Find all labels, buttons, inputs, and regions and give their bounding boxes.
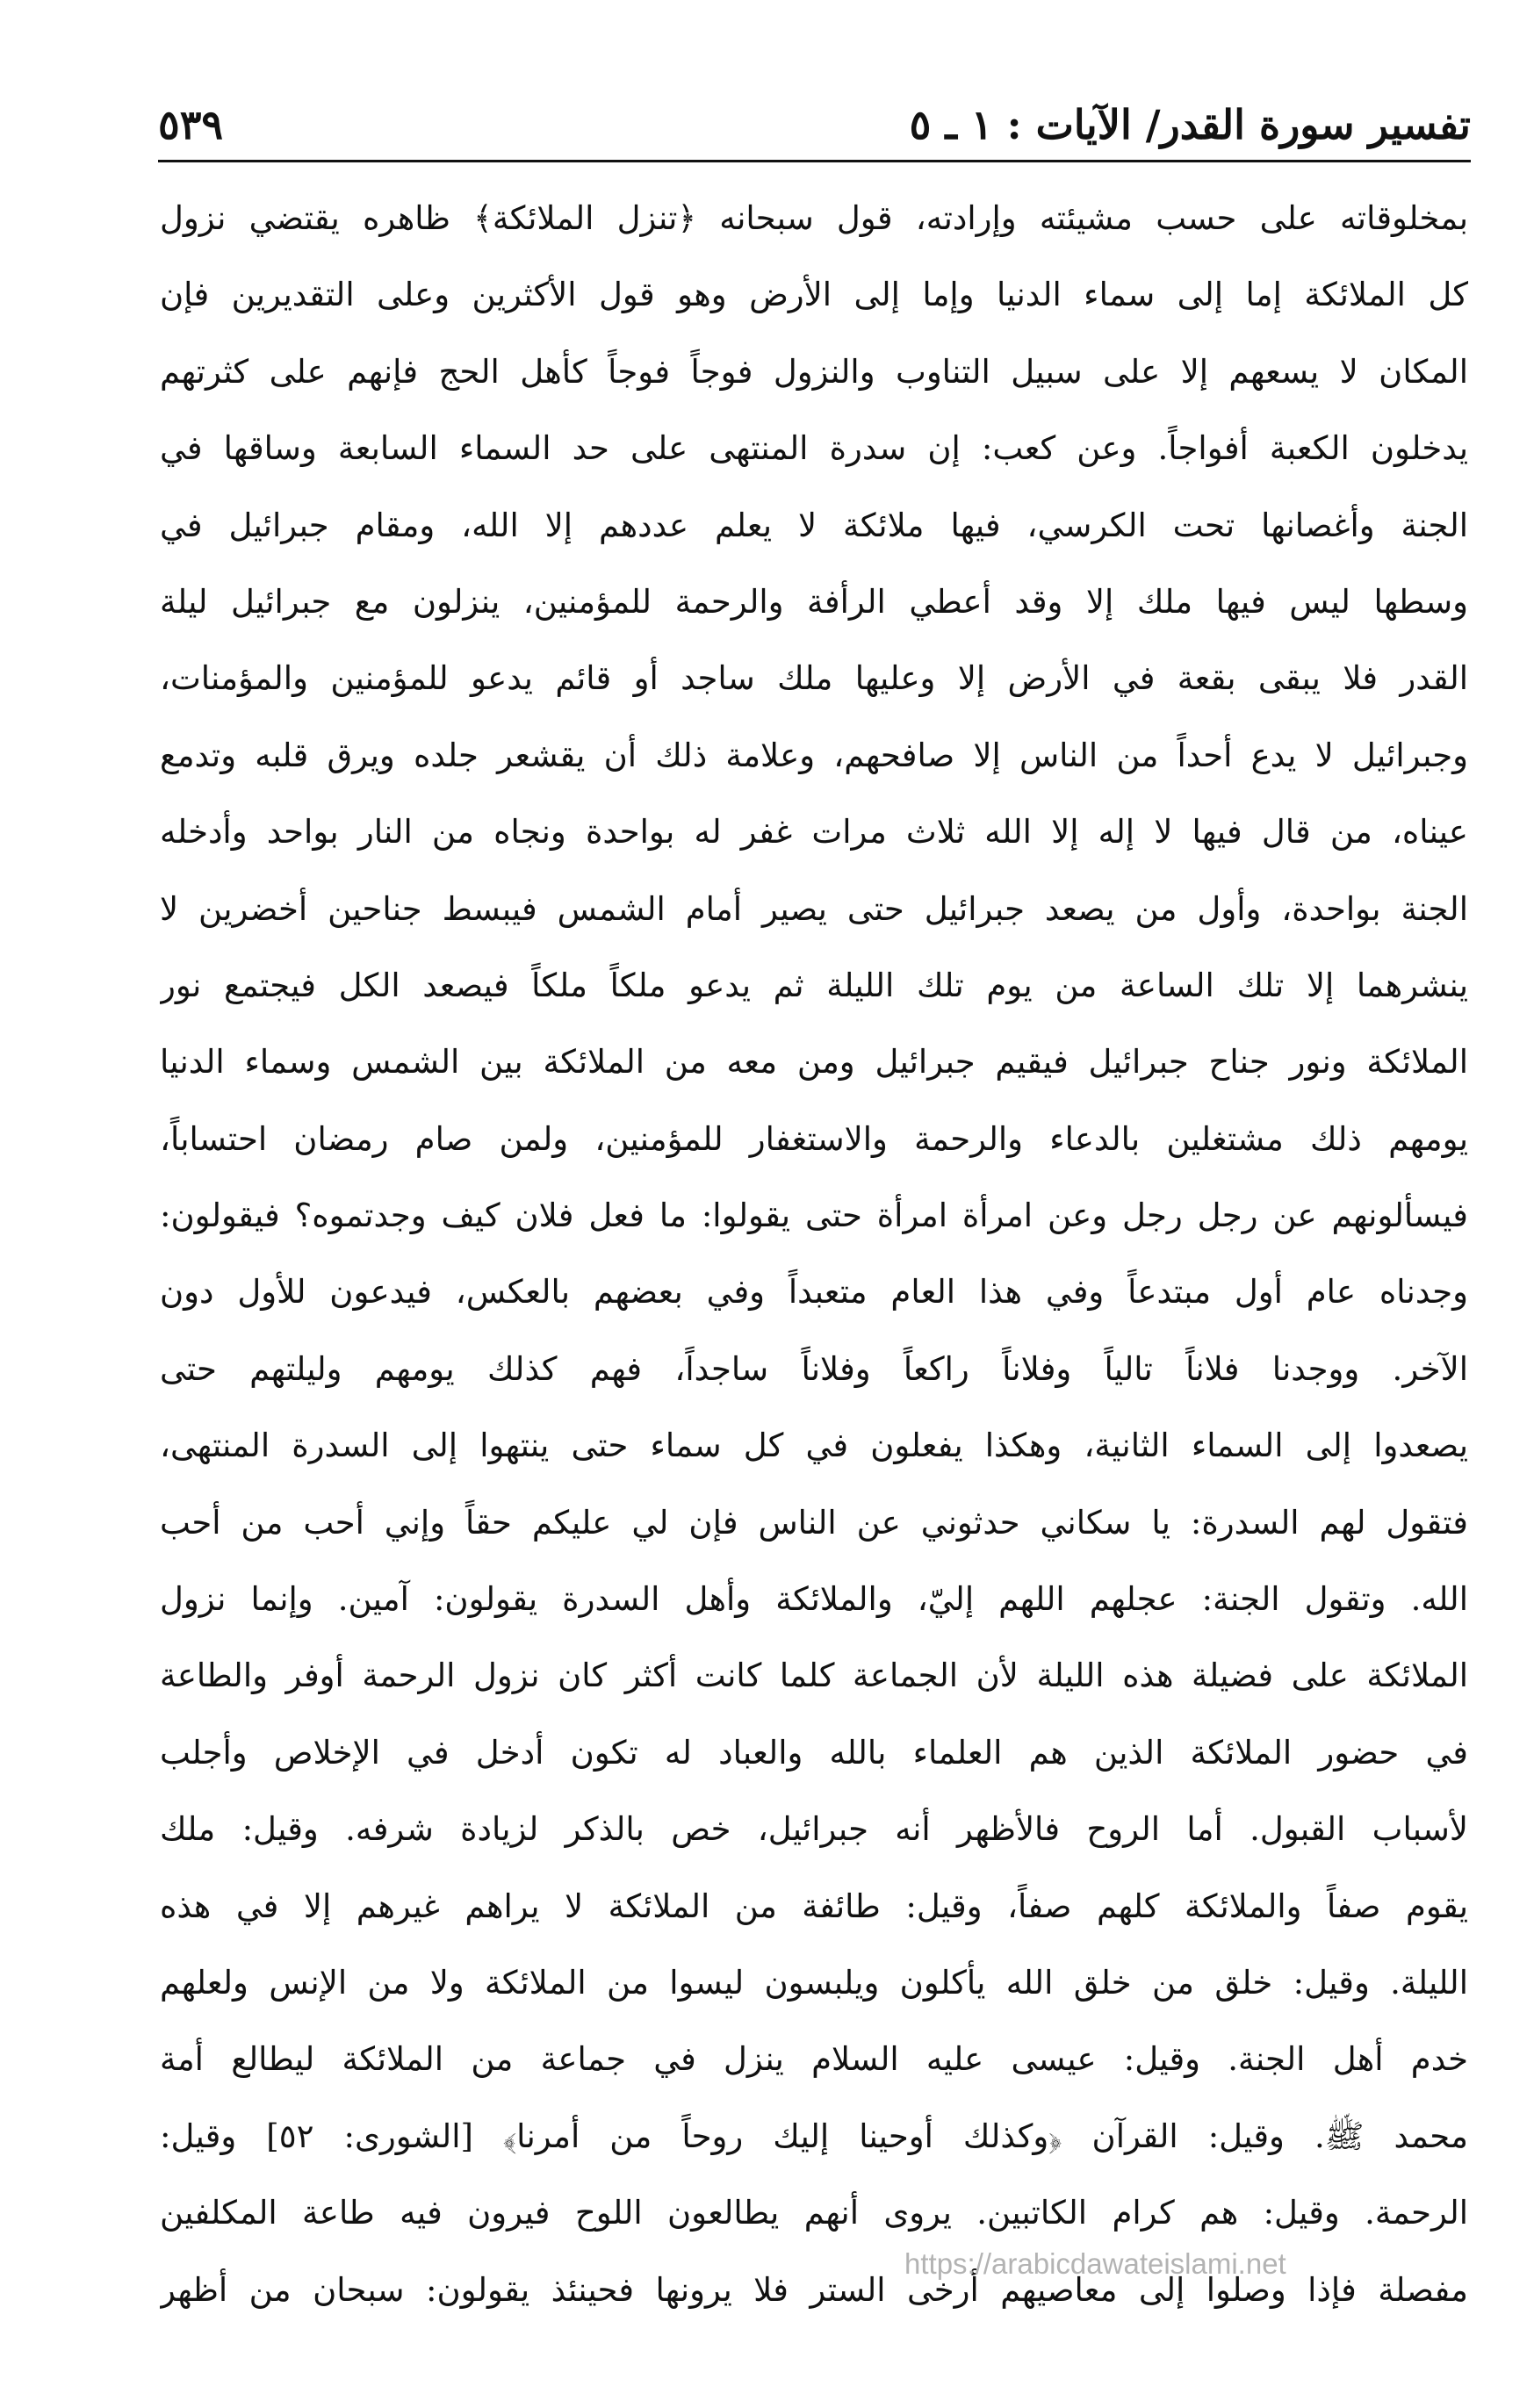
text-line: مفصلة فإذا وصلوا إلى معاصيهم أرخى الستر فلا يرونها فحينئذ يقولون: سبحان من أظهر	[160, 2270, 1468, 2309]
text-line: يصعدوا إلى السماء الثانية، وهكذا يفعلون في كل سماء حتى ينتهوا إلى السدرة المنتهى،	[160, 1427, 1468, 1465]
text-line: بمخلوقاته على حسب مشيئته وإرادته، قول سبحانه ﴿تنزل الملائكة﴾ ظاهره يقتضي نزول	[160, 199, 1468, 237]
header-rule	[158, 160, 1471, 162]
text-line: يقوم صفاً والملائكة كلهم صفاً، وقيل: طائفة من الملائكة لا يراهم غيرهم إلا في هذه	[160, 1887, 1468, 1925]
text-line: الليلة. وقيل: خلق من خلق الله يأكلون ويلبسون ليسوا من الملائكة ولا من الإنس ولعلهم	[160, 1963, 1468, 2002]
text-line: الجنة وأغصانها تحت الكرسي، فيها ملائكة لا يعلم عددهم إلا الله، ومقام جبرائيل في	[160, 506, 1468, 544]
page-header	[158, 98, 1471, 151]
text-line: ينشرهما إلا تلك الساعة من يوم تلك الليلة ثم يدعو ملكاً ملكاً فيصعد الكل فيجتمع نور	[160, 966, 1468, 1004]
text-line: لأسباب القبول. أما الروح فالأظهر أنه جبرائيل، خص بالذكر لزيادة شرفه. وقيل: ملك	[160, 1810, 1468, 1849]
text-line: الرحمة. وقيل: هم كرام الكاتبين. يروى أنهم يطالعون اللوح فيرون فيه طاعة المكلفين	[160, 2194, 1468, 2232]
text-line: الله. وتقول الجنة: عجلهم اللهم إليّ، والملائكة وأهل السدرة يقولون: آمين. وإنما نزول	[160, 1580, 1468, 1619]
text-line: الملائكة على فضيلة هذه الليلة لأن الجماعة كلما كانت أكثر كان نزول الرحمة أوفر والطاعة	[160, 1657, 1468, 1695]
text-line: في حضور الملائكة الذين هم العلماء بالله والعباد له تكون أدخل في الإخلاص وأجلب	[160, 1733, 1468, 1772]
text-line: وجدناه عام أول مبتدعاً وفي هذا العام متعبداً وفي بعضهم بالعكس، فيدعون للأول دون	[160, 1273, 1468, 1312]
text-line: كل الملائكة إما إلى سماء الدنيا وإما إلى الأرض وهو قول الأكثرين وعلى التقديرين فإن	[160, 276, 1468, 314]
text-line: القدر فلا يبقى بقعة في الأرض إلا وعليها ملك ساجد أو قائم يدعو للمؤمنين والمؤمنات،	[160, 659, 1468, 698]
text-line: عيناه، من قال فيها لا إله إلا الله ثلاث مرات غفر له بواحدة ونجاه من النار بواحد وأدخله	[160, 813, 1468, 852]
running-title: تفسير سورة القدر/ الآيات : ١ ـ ٥	[909, 101, 1471, 148]
text-line: وجبرائيل لا يدع أحداً من الناس إلا صافحهم، وعلامة ذلك أن يقشعر جلده ويرق قلبه وتدمع	[160, 736, 1468, 774]
watermark-url: https://arabicdawateislami.net	[904, 2247, 1286, 2280]
text-line: خدم أهل الجنة. وقيل: عيسى عليه السلام ينزل في جماعة من الملائكة ليطالع أمة	[160, 2040, 1468, 2079]
text-line: وسطها ليس فيها ملك إلا وقد أعطي الرأفة والرحمة للمؤمنين، ينزلون مع جبرائيل ليلة	[160, 582, 1468, 621]
text-line: الجنة بواحدة، وأول من يصعد جبرائيل حتى يصير أمام الشمس فيبسط جناحين أخضرين لا	[160, 889, 1468, 928]
text-line: يومهم ذلك مشتغلين بالدعاء والرحمة والاستغفار للمؤمنين، ولمن صام رمضان احتساباً،	[160, 1119, 1468, 1158]
text-line: المكان لا يسعهم إلا على سبيل التناوب والنزول فوجاً فوجاً كأهل الحج فإنهم على كثرتهم	[160, 352, 1468, 391]
text-line: الملائكة ونور جناح جبرائيل فيقيم جبرائيل ومن معه من الملائكة بين الشمس وسماء الدنيا	[160, 1043, 1468, 1082]
text-line: فتقول لهم السدرة: يا سكاني حدثوني عن الناس فإن لي عليكم حقاً وإني أحب من أحب	[160, 1503, 1468, 1542]
text-line: فيسألونهم عن رجل رجل وعن امرأة امرأة حتى يقولوا: ما فعل فلان كيف وجدتموه؟ فيقولون:	[160, 1197, 1468, 1235]
page-number: ٥٣٩	[158, 101, 224, 148]
text-line: يدخلون الكعبة أفواجاً. وعن كعب: إن سدرة المنتهى على حد السماء السابعة وساقها في	[160, 429, 1468, 468]
body-text	[160, 180, 1468, 2328]
text-line: الآخر. ووجدنا فلاناً تالياً وفلاناً راكعاً وفلاناً ساجداً، فهم كذلك يومهم وليلتهم حتى	[160, 1349, 1468, 1388]
text-line: محمد ﷺ. وقيل: القرآن ﴿وكذلك أوحينا إليك روحاً من أمرنا﴾ [الشورى: ٥٢] وقيل:	[160, 2117, 1468, 2155]
